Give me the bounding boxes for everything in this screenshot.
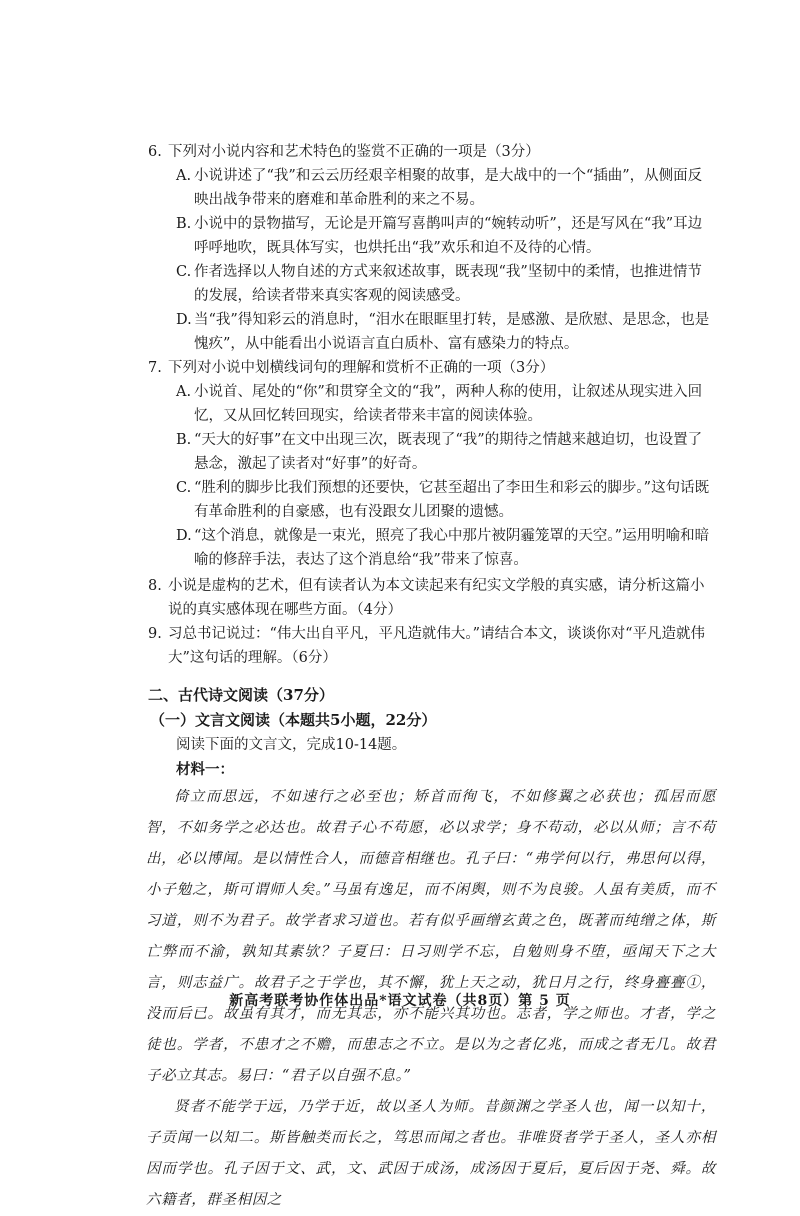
option-7d <box>176 524 716 572</box>
question-8 <box>148 574 718 622</box>
question-stem: 下列对小说内容和艺术特色的鉴赏不正确的一项是（3分） <box>168 144 540 160</box>
passage-paragraph-1: 倚立而思远，不如速行之必至也；矫首而徇飞，不如修翼之必获也；孤居而愿智，不如务学之必达也。故君子心不苟愿，必以求学；身不苟动，必以从师；言不苟出，必以博闻。是以情性合人，而德音相继也。孔子曰：“弗学何以行，弗思何以得，小子勉之，斯可谓师人矣。”马虽有逸足，而不闲舆，则不为良骏。人虽有美质，而不习道，则不为君子。故学者求习道也。若有似乎画缯玄黄之色，既著而纯缯之体，斯亡弊而不渝，孰知其素欤？子夏曰：日习则学不忘，自勉则身不堕，亟闻天下之大言，则志益广。故君子之于学也，其不懈，犹上天之动，犹日月之行，终身亹亹①，没而后已。故虽有其才，而无其志，亦不能兴其功也。志者，学之师也。才者，学之徒也。学者，不患才之不赡，而患志之不立。是以为之者亿兆，而成之者无几。故君子必立其志。易曰：“君子以自强不息。” <box>146 789 716 1084</box>
option-text: “这个消息，就像是一束光，照亮了我心中那片被阴霾笼罩的天空。”运用明喻和暗喻的修辞手法，表达了这个消息给“我”带来了惊喜。 <box>194 528 710 568</box>
page-footer: 新高考联考协作体出品*语文试卷（共8页）第 5 页 <box>229 993 571 1009</box>
option-text: 小说讲述了“我”和云云历经艰辛相聚的故事，是大战中的一个“插曲”，从侧面反映出战争带来的磨难和革命胜利的来之不易。 <box>194 168 703 208</box>
option-7b <box>176 428 716 476</box>
option-label: D. <box>176 312 192 328</box>
option-text: “天大的好事”在文中出现三次，既表现了“我”的期待之情越来越迫切，也设置了悬念，激起了读者对“好事”的好奇。 <box>194 432 703 472</box>
question-6 <box>148 140 718 164</box>
option-7a <box>176 380 716 428</box>
question-stem: 小说是虚构的艺术，但有读者认为本文读起来有纪实文学般的真实感，请分析这篇小说的真实感体现在哪些方面。（4分） <box>168 578 705 618</box>
option-text: 小说首、尾处的“你”和贯穿全文的“我”，两种人称的使用，让叙述从现实进入回忆，又从回忆转回现实，给读者带来丰富的阅读体验。 <box>194 384 703 424</box>
option-label: B. <box>176 432 192 448</box>
option-text: “胜利的脚步比我们预想的还要快，它甚至超出了李田生和彩云的脚步。”这句话既有革命胜利的自豪感，也有没跟女儿团聚的遗憾。 <box>194 480 710 520</box>
option-text: 小说中的景物描写，无论是开篇写喜鹊叫声的“婉转动听”，还是写风在“我”耳边呼呼地吹，既具体写实，也烘托出“我”欢乐和迫不及待的心情。 <box>194 216 703 256</box>
material-label: 材料一： <box>176 761 234 778</box>
option-text: 当“我”得知彩云的消息时，“泪水在眼眶里打转，是感激、是欣慰、是思念，也是愧疚”，从中能看出小说语言直白质朴、富有感染力的特点。 <box>194 312 710 352</box>
question-7 <box>148 356 718 380</box>
question-number: 8. <box>148 578 162 594</box>
passage-paragraph-2: 贤者不能学于远，乃学于近，故以圣人为师。昔颜渊之学圣人也，闻一以知十，子贡闻一以知二。斯皆触类而长之，笃思而闻之者也。非唯贤者学于圣人，圣人亦相因而学也。孔子因于文、武，文、武因于成汤，成汤因于夏后，夏后因于尧、舜。故六籍者，群圣相因之 <box>146 1099 716 1208</box>
reading-instruction: 阅读下面的文言文，完成10-14题。 <box>176 737 407 753</box>
option-text: 作者选择以人物自述的方式来叙述故事，既表现“我”坚韧中的柔情，也推进情节的发展，给读者带来真实客观的阅读感受。 <box>194 264 702 304</box>
question-number: 6. <box>148 144 162 160</box>
option-6c <box>176 260 716 308</box>
option-label: B. <box>176 216 192 232</box>
option-6b <box>176 212 716 260</box>
option-label: C. <box>176 480 192 496</box>
question-stem: 习总书记说过：“伟大出自平凡，平凡造就伟大。”请结合本文，谈谈你对“平凡造就伟大”这句话的理解。（6分） <box>168 626 705 666</box>
option-6d <box>176 308 716 356</box>
question-stem: 下列对小说中划横线词句的理解和赏析不正确的一项（3分） <box>168 360 555 376</box>
question-number: 9. <box>148 626 162 642</box>
option-6a <box>176 164 716 212</box>
option-label: A. <box>176 168 192 184</box>
section-title: 二、古代诗文阅读（37分） <box>148 686 334 704</box>
section-subtitle: （一）文言文阅读（本题共5小题，22分） <box>150 711 437 729</box>
question-9 <box>148 622 718 670</box>
option-label: A. <box>176 384 192 400</box>
question-number: 7. <box>148 360 162 376</box>
option-label: D. <box>176 528 192 544</box>
option-7c <box>176 476 716 524</box>
option-label: C. <box>176 264 192 280</box>
